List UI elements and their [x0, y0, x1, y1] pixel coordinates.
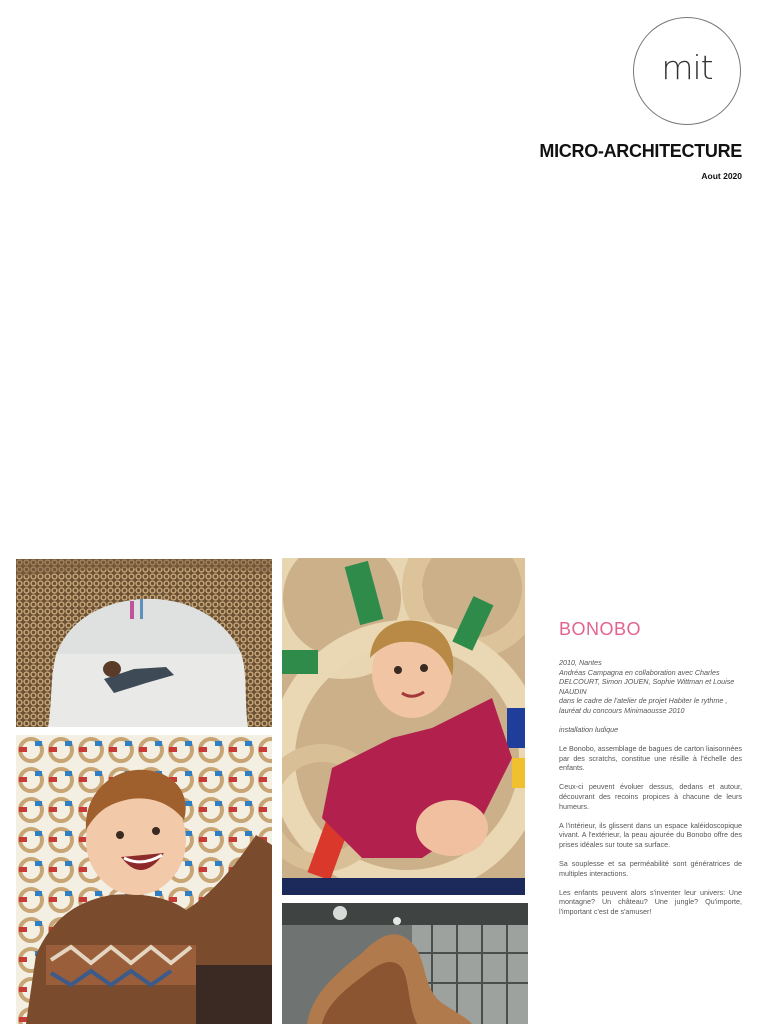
paragraph: Les enfants peuvent alors s'inventer leur univers: Une montagne? Un château? Une jungle? Qu'importe, l'important c'est de s'amuser!	[559, 887, 742, 916]
project-category: installation ludique	[559, 725, 619, 735]
photo-bonobo-arch	[16, 559, 272, 727]
credit-line: Andréas Campagna en collaboration avec Charles	[559, 667, 720, 677]
paragraph: Le Bonobo, assemblage de bagues de carton liaisonnées par des scratchs, constitue une résille à l'échelle des enfants.	[559, 744, 743, 773]
credit-line: DELCOURT, Simon JOUEN, Sophie Wittman et Louise NAUDIN	[559, 677, 735, 696]
paragraph: Ceux-ci peuvent évoluer dessus, dedans et autour, découvrant des recoins propices à chacune de leurs humeurs.	[559, 782, 742, 811]
credit-line: 2010, Nantes	[559, 658, 602, 667]
paragraph: Sa souplesse et sa perméabilité sont génératrices de multiples interactions.	[559, 859, 742, 878]
document-date: Aout 2020	[701, 171, 742, 181]
credit-line: lauréat du concours Minimaousse 2010	[559, 705, 685, 715]
project-title: BONOBO	[559, 619, 642, 639]
photo-laughing-boy	[16, 735, 272, 1024]
credit-line: dans le cadre de l'atelier de projet Habiter le rythme ,	[559, 696, 728, 706]
project-description	[559, 658, 742, 926]
document-title: MICRO-ARCHITECTURE	[539, 141, 742, 161]
photo-girl-through-rings	[282, 558, 525, 895]
logo-text: mit	[661, 47, 713, 87]
mit-logo	[633, 17, 741, 125]
project-credits	[559, 658, 742, 716]
paragraph: A l'intérieur, ils glissent dans un espace kaléidoscopique vivant. A l'extérieur, la peau ajourée du Bonobo offre des prises idéales sur toute sa surface.	[559, 820, 742, 849]
photo-bonobo-hall	[282, 903, 528, 1024]
